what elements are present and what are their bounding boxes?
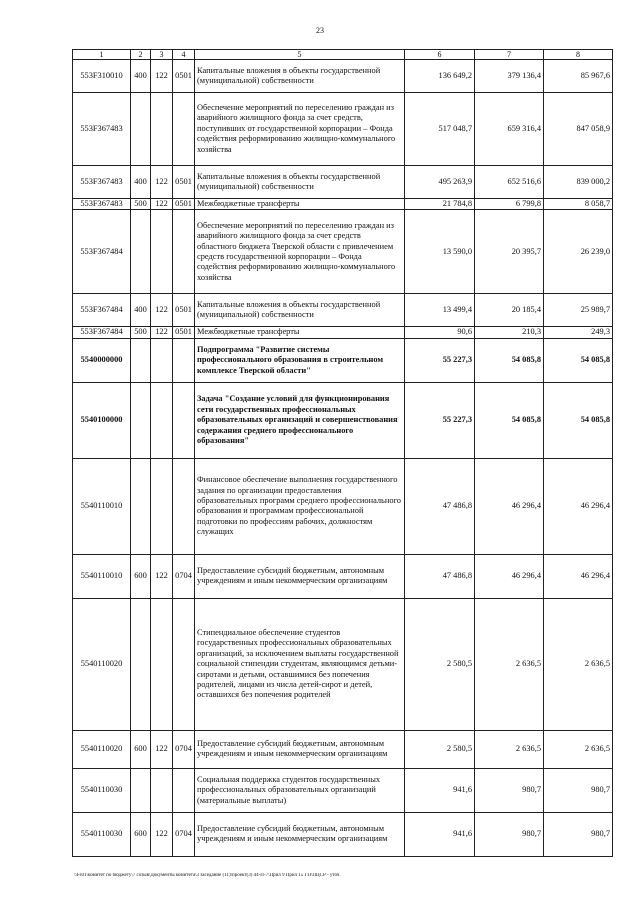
section-code-cell: 0704 — [173, 812, 195, 856]
expense-type-cell: 600 — [131, 812, 151, 856]
section-code-cell — [173, 768, 195, 812]
admin-code-cell: 122 — [151, 730, 173, 768]
description-cell: Капитальные вложения в объекты государственной (муниципальной) собственности — [195, 60, 405, 93]
expense-type-cell: 600 — [131, 554, 151, 598]
amount-year1-cell: 55 227,3 — [405, 338, 475, 382]
header-cell: 8 — [544, 50, 613, 60]
section-code-cell — [173, 458, 195, 554]
admin-code-cell: 122 — [151, 166, 173, 199]
description-cell: Капитальные вложения в объекты государственной (муниципальной) собственности — [195, 294, 405, 327]
section-code-cell — [173, 338, 195, 382]
description-cell: Обеспечение мероприятий по переселению граждан из аварийного жилищного фонда за счет средств, поступивших от государственной корпорации – Фонда содействия реформированию жилищно-коммунального хозяйства — [195, 93, 405, 166]
description-cell: Обеспечение мероприятий по переселению граждан из аварийного жилищного фонда за счет средств областного бюджета Тверской области с привлечением средств государственной корпорации – Фонда содействия реформированию жилищно-коммунального хозяйства — [195, 210, 405, 294]
amount-year3-cell: 2 636,5 — [544, 730, 613, 768]
target-code-cell: 553F367484 — [73, 210, 131, 294]
description-cell: Межбюджетные трансферты — [195, 327, 405, 338]
amount-year2-cell: 46 296,4 — [475, 554, 544, 598]
header-cell: 3 — [151, 50, 173, 60]
amount-year3-cell: 8 058,7 — [544, 199, 613, 210]
section-code-cell — [173, 382, 195, 458]
table-row — [73, 554, 613, 598]
description-cell: Предоставление субсидий бюджетным, автономным учреждениям и иным некоммерческим организациям — [195, 554, 405, 598]
amount-year2-cell: 379 136,4 — [475, 60, 544, 93]
section-code-cell: 0501 — [173, 166, 195, 199]
header-cell: 4 — [173, 50, 195, 60]
amount-year1-cell: 55 227,3 — [405, 382, 475, 458]
admin-code-cell — [151, 210, 173, 294]
amount-year2-cell: 652 516,6 — [475, 166, 544, 199]
admin-code-cell — [151, 338, 173, 382]
expense-type-cell: 400 — [131, 294, 151, 327]
amount-year1-cell: 495 263,9 — [405, 166, 475, 199]
table-row — [73, 166, 613, 199]
section-code-cell — [173, 598, 195, 730]
amount-year1-cell: 2 580,5 — [405, 598, 475, 730]
table-row — [73, 812, 613, 856]
amount-year2-cell: 980,7 — [475, 768, 544, 812]
target-code-cell: 553F367483 — [73, 93, 131, 166]
table-row — [73, 458, 613, 554]
amount-year2-cell: 20 185,4 — [475, 294, 544, 327]
amount-year3-cell: 54 085,8 — [544, 338, 613, 382]
table-row — [73, 199, 613, 210]
amount-year3-cell: 26 239,0 — [544, 210, 613, 294]
table-row — [73, 327, 613, 338]
target-code-cell: 553F367484 — [73, 294, 131, 327]
amount-year3-cell: 249,3 — [544, 327, 613, 338]
amount-year2-cell: 46 296,4 — [475, 458, 544, 554]
target-code-cell: 553F310010 — [73, 60, 131, 93]
section-code-cell: 0501 — [173, 327, 195, 338]
admin-code-cell — [151, 768, 173, 812]
table-row — [73, 598, 613, 730]
header-cell: 6 — [405, 50, 475, 60]
amount-year2-cell: 20 395,7 — [475, 210, 544, 294]
admin-code-cell — [151, 382, 173, 458]
amount-year2-cell: 2 636,5 — [475, 598, 544, 730]
admin-code-cell: 122 — [151, 812, 173, 856]
table-row — [73, 210, 613, 294]
expense-type-cell — [131, 210, 151, 294]
amount-year1-cell: 941,6 — [405, 768, 475, 812]
table-row — [73, 382, 613, 458]
section-code-cell: 0501 — [173, 294, 195, 327]
header-cell: 5 — [195, 50, 405, 60]
target-code-cell: 5540110010 — [73, 458, 131, 554]
table-row — [73, 730, 613, 768]
amount-year3-cell: 839 000,2 — [544, 166, 613, 199]
description-cell: Финансовое обеспечение выполнения государственного задания по организации предоставления образовательных программ среднего профессионального образования и программам профессиональной подготовки по профессиям рабочих, должностям служащих — [195, 458, 405, 554]
admin-code-cell: 122 — [151, 60, 173, 93]
expense-type-cell: 600 — [131, 730, 151, 768]
section-code-cell: 0704 — [173, 554, 195, 598]
amount-year1-cell: 47 486,8 — [405, 458, 475, 554]
amount-year3-cell: 46 296,4 — [544, 458, 613, 554]
admin-code-cell: 122 — [151, 327, 173, 338]
table-row — [73, 93, 613, 166]
amount-year3-cell: 847 058,9 — [544, 93, 613, 166]
expense-type-cell — [131, 382, 151, 458]
expense-type-cell — [131, 768, 151, 812]
target-code-cell: 553F367483 — [73, 166, 131, 199]
description-cell: Предоставление субсидий бюджетным, автономным учреждениям и иным некоммерческим организациям — [195, 730, 405, 768]
description-cell: Задача "Создание условий для функционирования сети государственных профессиональных образовательных организаций и совершенствования содержания среднего профессионального образования" — [195, 382, 405, 458]
budget-table — [72, 49, 613, 857]
amount-year1-cell: 136 649,2 — [405, 60, 475, 93]
amount-year1-cell: 941,6 — [405, 812, 475, 856]
amount-year2-cell: 210,3 — [475, 327, 544, 338]
admin-code-cell — [151, 458, 173, 554]
amount-year3-cell: 85 967,6 — [544, 60, 613, 93]
description-cell: Подпрограмма "Развитие системы профессионального образования в строительном комплексе Тверской области" — [195, 338, 405, 382]
section-code-cell: 0704 — [173, 730, 195, 768]
header-cell: 1 — [73, 50, 131, 60]
header-cell: 2 — [131, 50, 151, 60]
amount-year3-cell: 980,7 — [544, 812, 613, 856]
description-cell: Капитальные вложения в объекты государственной (муниципальной) собственности — [195, 166, 405, 199]
section-code-cell — [173, 210, 195, 294]
amount-year2-cell: 2 636,5 — [475, 730, 544, 768]
amount-year1-cell: 13 590,0 — [405, 210, 475, 294]
amount-year1-cell: 90,6 — [405, 327, 475, 338]
description-cell: Межбюджетные трансферты — [195, 199, 405, 210]
section-code-cell: 0501 — [173, 60, 195, 93]
target-code-cell: 553F367484 — [73, 327, 131, 338]
target-code-cell: 553F367483 — [73, 199, 131, 210]
amount-year1-cell: 517 048,7 — [405, 93, 475, 166]
amount-year2-cell: 6 799,8 — [475, 199, 544, 210]
table-row — [73, 338, 613, 382]
amount-year1-cell: 47 486,8 — [405, 554, 475, 598]
amount-year2-cell: 54 085,8 — [475, 382, 544, 458]
expense-type-cell — [131, 93, 151, 166]
target-code-cell: 5540100000 — [73, 382, 131, 458]
description-cell: Социальная поддержка студентов государственных профессиональных образовательных организаций (материальные выплаты) — [195, 768, 405, 812]
description-cell: Предоставление субсидий бюджетным, автономным учреждениям и иным некоммерческим организациям — [195, 812, 405, 856]
amount-year2-cell: 980,7 — [475, 812, 544, 856]
admin-code-cell: 122 — [151, 294, 173, 327]
target-code-cell: 5540110020 — [73, 730, 131, 768]
expense-type-cell: 400 — [131, 60, 151, 93]
header-cell: 7 — [475, 50, 544, 60]
amount-year3-cell: 2 636,5 — [544, 598, 613, 730]
target-code-cell: 5540110030 — [73, 768, 131, 812]
amount-year2-cell: 54 085,8 — [475, 338, 544, 382]
target-code-cell: 5540110030 — [73, 812, 131, 856]
target-code-cell: 5540000000 — [73, 338, 131, 382]
admin-code-cell: 122 — [151, 199, 173, 210]
amount-year1-cell: 21 784,8 — [405, 199, 475, 210]
expense-type-cell: 400 — [131, 166, 151, 199]
amount-year3-cell: 46 296,4 — [544, 554, 613, 598]
expense-type-cell — [131, 338, 151, 382]
target-code-cell: 5540110010 — [73, 554, 131, 598]
footer-file-path: \\Fs01\комитет по бюджету\7 созыв\Документы комитета\3 заседание (11)\проект(3) 44-П-7\Прил 9 Прил 15 ГП\ПЦСР - уточ. — [74, 873, 341, 878]
section-code-cell — [173, 93, 195, 166]
amount-year1-cell: 13 499,4 — [405, 294, 475, 327]
amount-year1-cell: 2 580,5 — [405, 730, 475, 768]
page-number: 23 — [316, 26, 324, 35]
expense-type-cell — [131, 458, 151, 554]
admin-code-cell — [151, 598, 173, 730]
expense-type-cell — [131, 598, 151, 730]
table-header-row — [73, 50, 613, 60]
amount-year3-cell: 25 989,7 — [544, 294, 613, 327]
expense-type-cell: 500 — [131, 199, 151, 210]
table-row — [73, 768, 613, 812]
amount-year3-cell: 54 085,8 — [544, 382, 613, 458]
amount-year3-cell: 980,7 — [544, 768, 613, 812]
description-cell: Стипендиальное обеспечение студентов государственных профессиональных образовательных организаций, за исключением выплаты государственной социальной стипендии студентам, являющимся детьми-сиротами и детьми, оставшимися без попечения родителей, лицами из числа детей-сирот и детей, оставшихся без попечения родителей — [195, 598, 405, 730]
table-row — [73, 294, 613, 327]
admin-code-cell: 122 — [151, 554, 173, 598]
admin-code-cell — [151, 93, 173, 166]
target-code-cell: 5540110020 — [73, 598, 131, 730]
expense-type-cell: 500 — [131, 327, 151, 338]
table-row — [73, 60, 613, 93]
amount-year2-cell: 659 316,4 — [475, 93, 544, 166]
section-code-cell: 0501 — [173, 199, 195, 210]
